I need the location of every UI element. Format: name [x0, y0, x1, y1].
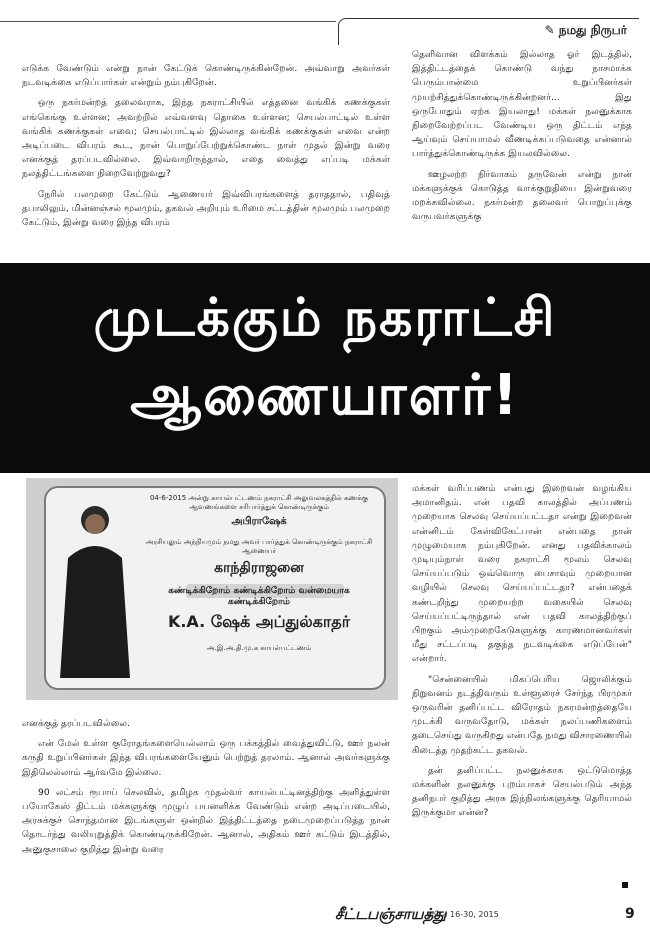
paragraph: நேரில் பலமுறை கேட்டும் ஆணையர் இவ்விபரங்களைத் தராததால், பதிவுத் தபாலிலும், மின்னஞ்சல் மூலமும், தகவல் அறியும் உரிமை சட்டத்தின் மூலமும் பலமுறை கேட்டும், இன்று வரை இந்த விபரம் — [22, 188, 390, 229]
banner-line: அரசியலும் அந்நியமும் நமது அவர் பார்த்துக் கொண்டிருக்கும் நகராட்சி ஆணையர் — [145, 538, 373, 555]
protest-banner — [44, 486, 386, 690]
banner-line: அபிராஷேக் — [231, 516, 287, 527]
banner-line: K.A. ஷேக் அப்துல்காதர் — [167, 612, 351, 631]
paragraph: எனக்குத் தரப்படவில்லை. — [22, 718, 131, 729]
page-number: 9 — [625, 906, 635, 922]
paragraph: தன் தனிப்பட்ட நலனுக்காக ஒட்டுமொத்த மக்களின் நலனுக்கு புறம்பாகச் செயல்படும் அந்த தனிநபர் குறித்து அரசு இந்நிலங்களுக்கு தெரியாமல் இருக்குமா என்ன? — [412, 764, 632, 819]
magazine-logo: சீட்டபஞ்சாயத்து — [335, 905, 447, 923]
paragraph: "சென்னையில் மிகப்பெரிய ஜொலிக்கும் நிறுவனம் நடத்திவரும் உள்ளூரைச் சேர்ந்த பிரமுகர் ஒருவரின் தனிப்பட்ட விரோதம் நகரமன்றத்தையே முடக்கி வருவதோடு, மக்கள் நலப்பணிகளைம் தடைசெய்து வருகிறது என்பதே நமது விசாரணையில் கிடைத்த முதற்கட்ட தகவல். — [412, 673, 633, 756]
article-column-right-top — [412, 48, 632, 230]
paragraph: மக்கள் வரிப்பணம் என்பது இறைவன் வழங்கிய அமானிதம். என் பதவி காலத்தில் அப்பணம் முறையாக செலவு செய்யப்பட்டதா என்று இறைவன் என்னிடம் கேள்விகேட்பான் என்பதை நான் முழுமையாக நம்புகிறேன். எனது பதவிக்காலம் முடியும்நாள் வரை நகராட்சி மூலம் செலவு செய்யப்படும் ஒவ்வொரு பைசாவும் முறையான வழியில் செலவு செய்யப்பட்டதா? என்பதைக் கண்டறிந்து முறையற்ற வகையில் செலவு செய்யப்பட்டிருந்தால் என் பதவி காலத்திற்குப் பிறகும் அம்முறைகேடுகளுக்கு காரணமானவர்கள் மீது சட்டப்படி தகுந்த நடவடிக்கை எடுப்பேன்" என்றார். — [412, 483, 632, 665]
paragraph: 90 லட்சம் ரூபாய் செலவில், தமிழக முதல்வர் காயல்பட்டினத்திற்கு அளித்துள்ள பயோகேஸ் திட்டம் மக்களுக்கு முழுப் பயனளிக்க வேண்டும் என்ற அடிப்படையில், அரசுக்குச் சொந்தமான இடங்களுள் ஒன்றில் இத்திட்டத்தை நடைமுறைப்படுத்த நான் தொடர்ந்து வலியுறுத்திக் கொண்டிருக்கிறேன். ஆனால், அதிகம் ஊர் கட்டும் இடத்தில், அனுகுசாலை குறித்து இன்று வரை — [22, 786, 390, 855]
paragraph: என் மேல் உள்ள குரோதங்களையெல்லாம் ஒரு பக்கத்தில் வைத்துவிட்டு, ஊர் நலன் கருதி உறுப்பினர்கள் இந்த விபரங்களையேனும் பெற்றுத் தரலாம். ஆனால் அவர்களுக்கு இதிலெல்லாம் ஆர்வமே இல்லை. — [22, 738, 390, 778]
banner-photo — [26, 478, 398, 700]
headline-line-2: ஆணையாளர்! — [130, 363, 520, 428]
article-column-left-bottom — [22, 717, 390, 863]
header-rule — [0, 21, 336, 22]
headline-line-1: முடக்கும் நகராட்சி — [93, 288, 557, 348]
banner-line: அ.இ.அ.தி.மு.க காயல்பட்டணம் — [206, 644, 312, 652]
banner-line: 04-6-2015 அன்று காயல்பட்டணம் நகராட்சி அலுவலகத்தில் கணக்கு ஆவணங்களை சரிபார்த்துக் கொண்டிருக்கும் — [149, 494, 369, 511]
section-label-text: நமது நிருபர் — [558, 23, 627, 37]
banner-line: கண்டிக்கிறோம் கண்டிக்கிறோம் வன்மையாக கண்டிக்கிறோம் — [168, 586, 350, 607]
article-column-left-top — [22, 62, 390, 236]
paragraph: ஒரு நகர்மன்றத் தலைவராக, இந்த நகராட்சியில் எத்தனை வங்கிக் கணக்குகள் எங்கெங்கு உள்ளன; அவற்றில் எவ்வளவு தொகை உள்ளன; செயல்பாட்டில் உள்ள வங்கிக் கணக்குகள் எவை; செயல்பாட்டில் இல்லாத வங்கிக் கணக்குகள் எவை என்ற அடிப்படை விபரம் கூட, நான் பொறுப்பேற்றுக்கொண்ட நாள் முதல் இன்று வரை எனக்குத் தரப்படவில்லை. இவ்வாறிருந்தால், எதை வைத்து எப்படி மக்கள் நலத்திட்டங்களை நிறைவேற்றுவது? — [22, 97, 390, 180]
paragraph: ஊழலற்ற நிர்வாகம் தருவேன் என்று நான் மக்களுக்குக் கொடுத்த வாக்குறுதியை இன்றுவரை மறக்கவில்லை. நகர்மன்ற தலைவர் பொறுப்புக்கு வருபவர்களுக்கு — [412, 168, 632, 223]
person-figure — [56, 498, 134, 678]
pencil-icon: ✎ — [544, 23, 559, 37]
paragraph: தெளிவான விளக்கம் இல்லாத ஓர் இடத்தில், இத்திட்டத்தைக் கொண்டு வந்து நாசமாக்க பெரும்பான்மை உறுப்பினர்கள் முயற்சித்துக்கொண்டிருக்கின்றனர்... இது ஒருபோதும் ஏற்க இயலாது! மக்கள் நலனுக்காக நிறைவேற்றப்பட வேண்டிய ஒரு திட்டம் எந்த ஆய்வும் செய்யாமல் வீணடிக்கப்படுவதை என்னால் பார்த்துக்கொண்டிருக்க இயலவில்லை. — [412, 49, 632, 160]
article-column-right-bottom — [412, 482, 632, 827]
paragraph: எடுக்க வேண்டும் என்று நான் கேட்டுக் கொண்டிருக்கின்றேன். அவ்வாறு அவர்கள் நடவடிக்கை எடுப்பார்கள் என்றும் நம்புகிறேன். — [22, 63, 390, 89]
issue-date: ஜூன் 16-30, 2015 — [427, 910, 499, 919]
headline-band — [0, 263, 650, 473]
section-label — [545, 23, 627, 39]
section-tab — [338, 18, 639, 45]
article-end-mark — [622, 882, 628, 888]
banner-line: காந்திராஜனை — [214, 560, 304, 576]
